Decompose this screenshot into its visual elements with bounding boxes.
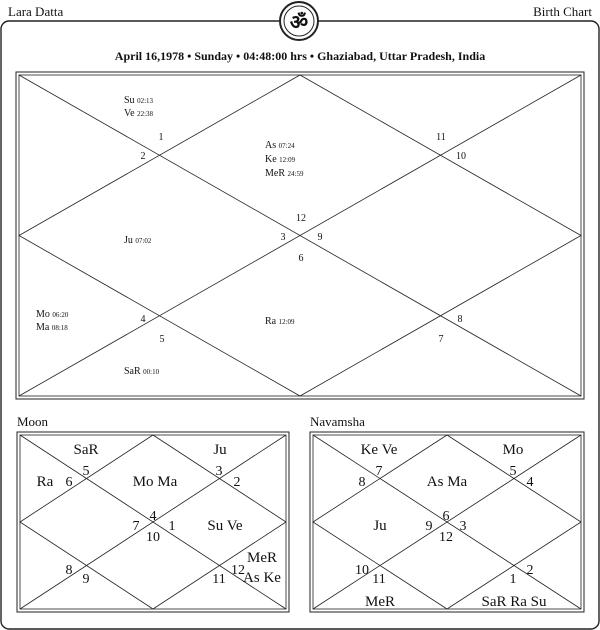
person-name: Lara Datta	[8, 4, 64, 19]
house-number: 7	[132, 519, 140, 534]
planet-group: Su Ve	[207, 518, 243, 534]
om-symbol: ॐ	[289, 12, 309, 34]
page-frame	[1, 21, 599, 629]
planet-label: As 07:24	[265, 140, 295, 151]
house-number: 5	[509, 464, 517, 479]
planet-label: Su 02:13	[124, 95, 154, 106]
planet-group: Mo	[502, 442, 524, 458]
planet-group: Ju	[373, 518, 387, 534]
navamsha-chart	[310, 432, 584, 612]
planet-label: Ra 12:09	[265, 316, 295, 327]
planet-label: Ke 12:09	[265, 154, 296, 165]
planet-group: As Ma	[426, 474, 468, 490]
planet-group: MeR	[365, 594, 395, 610]
house-number: 4	[140, 314, 146, 325]
house-number: 11	[436, 132, 446, 143]
house-number: 10	[146, 530, 160, 545]
chart-type-title: Birth Chart	[533, 4, 592, 19]
house-number: 11	[212, 572, 226, 587]
planet-label: Ma 08:18	[36, 322, 68, 333]
house-number: 8	[457, 314, 463, 325]
house-number: 4	[149, 509, 157, 524]
house-number: 9	[425, 519, 433, 534]
planet-label: SaR 00:10	[124, 366, 160, 377]
planet-group: Ju	[213, 442, 227, 458]
house-number: 6	[298, 253, 304, 264]
house-number: 8	[65, 563, 73, 578]
house-number: 10	[456, 151, 466, 162]
house-number: 1	[168, 519, 176, 534]
planet-group: SaR Ra Su	[481, 594, 547, 610]
house-number: 2	[233, 475, 241, 490]
house-number: 3	[280, 232, 286, 243]
house-number: 7	[438, 334, 444, 345]
planet-group: Ke Ve	[360, 442, 398, 458]
planet-group-line: As Ke	[243, 570, 281, 586]
house-number: 7	[375, 464, 383, 479]
house-number: 3	[215, 464, 223, 479]
house-number: 5	[159, 334, 165, 345]
planet-label: Mo 06:20	[36, 309, 69, 320]
house-number: 1	[158, 132, 164, 143]
planet-label: MeR 24:59	[265, 168, 304, 179]
birth-details: April 16,1978 • Sunday • 04:48:00 hrs • Ghaziabad, Uttar Pradesh, India	[114, 49, 486, 63]
house-number: 12	[231, 563, 245, 578]
planet-group: SaR	[73, 442, 99, 458]
planet-group: Ra	[36, 474, 54, 490]
house-number: 11	[372, 572, 386, 587]
planet-label: Ve 22:38	[124, 108, 154, 119]
house-number: 6	[442, 509, 450, 524]
birth-chart	[16, 72, 584, 399]
house-number: 5	[82, 464, 90, 479]
house-number: 2	[526, 563, 534, 578]
planet-group: Mo Ma	[132, 474, 178, 490]
house-number: 3	[459, 519, 467, 534]
navamsha-chart-title: Navamsha	[310, 414, 365, 429]
house-number: 2	[140, 151, 146, 162]
house-number: 6	[65, 475, 73, 490]
moon-chart-title: Moon	[17, 414, 49, 429]
house-number: 12	[296, 213, 306, 224]
planet-label: Ju 07:02	[124, 235, 152, 246]
planet-group: MeR As Ke	[243, 550, 281, 586]
house-number: 9	[82, 572, 90, 587]
moon-chart	[17, 432, 289, 612]
om-emblem	[280, 2, 318, 40]
house-number: 10	[355, 563, 369, 578]
house-number: 8	[358, 475, 366, 490]
house-number: 12	[439, 530, 453, 545]
house-number: 4	[526, 475, 534, 490]
house-number: 1	[509, 572, 517, 587]
house-number: 9	[317, 232, 323, 243]
